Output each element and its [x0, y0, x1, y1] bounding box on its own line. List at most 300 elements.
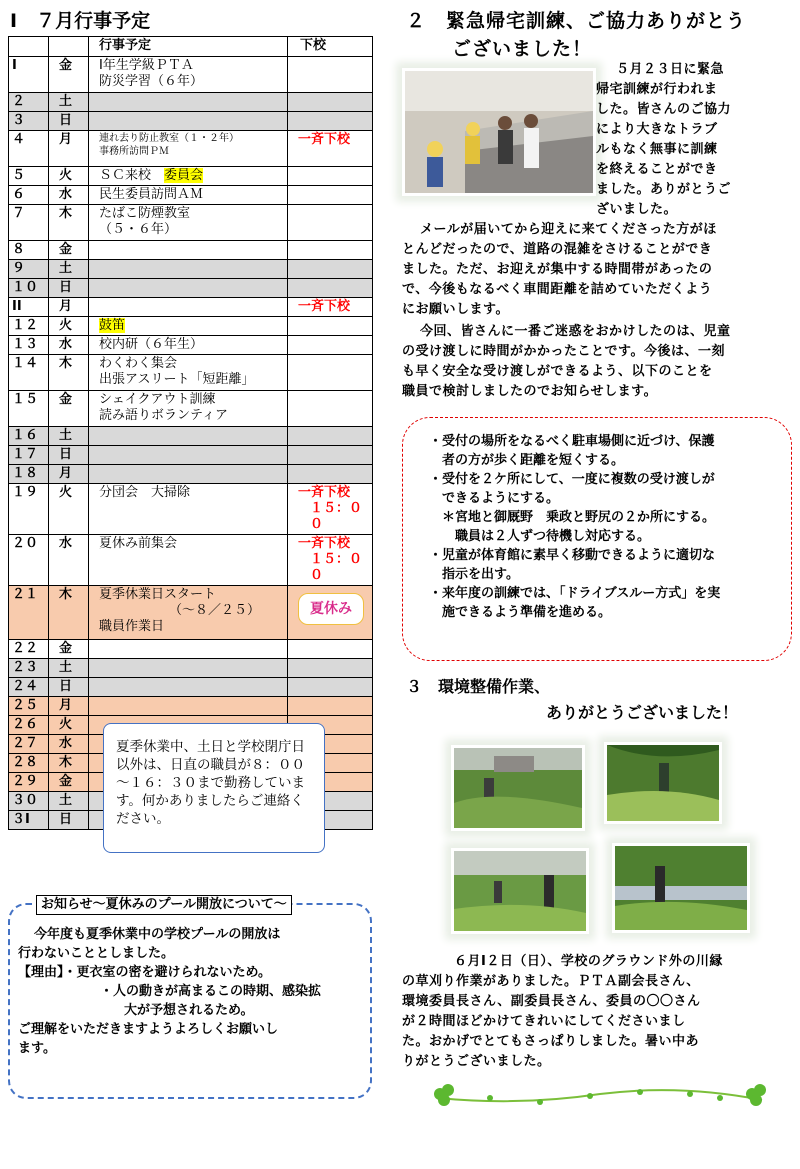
section1-title: Ⅰ ７月行事予定 [10, 10, 151, 32]
weekday: 金 [59, 641, 73, 656]
event-cell [89, 427, 288, 446]
weekday: 月 [59, 466, 73, 481]
day-cell [9, 678, 49, 697]
weekday-cell [49, 465, 89, 484]
day-cell [9, 186, 49, 205]
section3-title: ３ 環境整備作業、 [406, 677, 551, 696]
event-line [99, 356, 284, 372]
day-cell [9, 355, 49, 391]
weekday: 金 [59, 392, 73, 407]
dismissal-cell [288, 336, 373, 355]
schedule-row [9, 465, 373, 484]
day-cell [9, 131, 49, 167]
s3-line: りがとうございました。 [402, 1054, 551, 1069]
schedule-row [9, 659, 373, 678]
highlighted-event: 鼓笛 [99, 318, 126, 333]
p2-line: の受け渡しに時間がかかったことです。今後は、一刻 [402, 344, 725, 359]
dismissal-cell [288, 205, 373, 241]
schedule-row [9, 317, 373, 336]
weekday-cell [49, 112, 89, 131]
dismissal-cell [288, 317, 373, 336]
event-line [99, 318, 284, 334]
day-number: ２８ [12, 755, 39, 770]
event-cell [89, 535, 288, 586]
weekday: 日 [59, 113, 73, 128]
day-number: ２９ [12, 774, 39, 789]
day-cell [9, 640, 49, 659]
weekday-cell [49, 298, 89, 317]
day-cell [9, 57, 49, 93]
pool-line: 今年度も夏季休業中の学校プールの開放は [34, 927, 281, 942]
day-number: １３ [12, 337, 39, 352]
day-number: ２０ [12, 536, 39, 551]
pool-notice-box [8, 897, 372, 1099]
day-cell [9, 792, 49, 811]
weekday: 月 [59, 132, 73, 147]
schedule-row [9, 355, 373, 391]
day-cell [9, 716, 49, 735]
schedule-row [9, 241, 373, 260]
grass-cutting-image [607, 745, 719, 821]
schedule-row [9, 427, 373, 446]
weekday: 木 [59, 356, 73, 371]
dismissal-note: 一斉下校 [298, 485, 351, 500]
dismissal-cell [288, 640, 373, 659]
weekday-cell [49, 535, 89, 586]
weekday-cell [49, 167, 89, 186]
event-line [99, 206, 284, 222]
day-cell [9, 735, 49, 754]
weekday: 金 [59, 242, 73, 257]
day-cell [9, 659, 49, 678]
weekday: 火 [59, 168, 73, 183]
event-cell [89, 57, 288, 93]
grass-cutting-photo-1 [451, 745, 585, 831]
dismissal-cell [288, 465, 373, 484]
grass-cutting-photo-2 [604, 742, 722, 824]
day-number: ２ [12, 94, 26, 109]
measure-line: できるようにする。 [429, 491, 560, 506]
dismissal-time: １５：００ [310, 501, 363, 532]
day-cell [9, 391, 49, 427]
event-text: 連れ去り防止教室（１・２年） [99, 133, 239, 144]
day-cell [9, 317, 49, 336]
weekday: 土 [59, 261, 73, 276]
weekday-cell [49, 716, 89, 735]
event-text: Ⅰ年生学級ＰＴＡ [99, 58, 194, 73]
dismissal-cell [288, 279, 373, 298]
dismissal-cell [288, 678, 373, 697]
intro-line: した。皆さんのご協力 [596, 102, 732, 117]
measure-line: ・受付を２ケ所にして、一度に複数の受け渡しが [429, 472, 715, 487]
dismissal-cell [288, 427, 373, 446]
measure-line: ・来年度の訓練では、「ドライブスルー方式」を実 [429, 586, 721, 601]
day-number: １２ [12, 318, 39, 333]
day-number: １０ [12, 280, 39, 295]
section2-title-line2: ございました！ [452, 38, 593, 60]
weekday: 木 [59, 206, 73, 221]
weekday: 日 [59, 447, 73, 462]
day-number: ４ [12, 132, 26, 147]
weekday: 火 [59, 485, 73, 500]
weekday-cell [49, 355, 89, 391]
schedule-row [9, 167, 373, 186]
day-number: ２６ [12, 717, 39, 732]
dismissal-cell [288, 586, 373, 640]
event-text: 校内研（６年生） [99, 337, 204, 352]
dismissal-cell [288, 535, 373, 586]
weekday-cell [49, 131, 89, 167]
weekday: 土 [59, 793, 73, 808]
p1-line: メールが届いてから迎えに来てくださった方がほ [420, 222, 717, 237]
schedule-row [9, 336, 373, 355]
event-cell [89, 298, 288, 317]
summer-vacation-badge [298, 593, 364, 625]
event-line [99, 168, 284, 184]
staff-duty-callout [103, 723, 325, 853]
header-dismissal: 下校 [288, 37, 373, 57]
pool-line: ご理解をいただきますようよろしくお願いし [18, 1022, 279, 1037]
schedule-row [9, 484, 373, 535]
grass-cutting-image [454, 748, 582, 828]
dismissal-cell [288, 298, 373, 317]
dismissal-cell [288, 697, 373, 716]
day-cell [9, 336, 49, 355]
grass-cutting-image [454, 851, 586, 931]
weekday: 月 [59, 299, 73, 314]
event-text: 読み語りボランティア [99, 408, 228, 423]
weekday: 日 [59, 812, 73, 827]
event-cell [89, 465, 288, 484]
p2-line: 今回、皆さんに一番ご迷惑をおかけしたのは、児童 [420, 324, 731, 339]
event-cell [89, 355, 288, 391]
day-number: ２４ [12, 679, 39, 694]
event-line [99, 58, 284, 74]
pool-line: ・人の動きが高まるこの時期、感染拡 [100, 984, 322, 999]
measure-line: ・受付の場所をなるべく駐車場側に近づけ、保護 [429, 434, 715, 449]
event-line [99, 187, 284, 203]
event-text: 事務所訪問ＰＭ [99, 146, 169, 157]
schedule-row [9, 279, 373, 298]
day-number: １６ [12, 428, 39, 443]
section3-title-line2: ありがとうございました！ [546, 703, 739, 722]
day-cell [9, 754, 49, 773]
event-line [99, 536, 284, 552]
event-text: 職員作業日 [99, 619, 165, 634]
weekday: 火 [59, 717, 73, 732]
evacuation-drill-photo [402, 68, 596, 196]
day-cell [9, 773, 49, 792]
s3-line: が２時間ほどかけてきれいにしてくださいまし [402, 1014, 686, 1029]
weekday-cell [49, 735, 89, 754]
grass-cutting-photo-3 [451, 848, 589, 934]
event-text: シェイクアウト訓練 [99, 392, 216, 407]
schedule-row [9, 391, 373, 427]
dismissal-note: 一斉下校 [298, 299, 351, 314]
p1-line: にお願いします。 [402, 302, 509, 317]
weekday: 土 [59, 94, 73, 109]
weekday-cell [49, 260, 89, 279]
measure-line: 指示を出す。 [429, 567, 519, 582]
event-cell [89, 260, 288, 279]
schedule-row [9, 640, 373, 659]
event-cell [89, 336, 288, 355]
measure-line: 者の方が歩く距離を短くする。 [429, 453, 625, 468]
day-cell [9, 484, 49, 535]
day-number: ９ [12, 261, 26, 276]
weekday: 火 [59, 318, 73, 333]
s3-line: ６月Ⅰ２日（日）、学校のグラウンド外の川縁 [454, 954, 723, 969]
weekday: 水 [59, 187, 73, 202]
event-cell [89, 112, 288, 131]
badge-text: 夏休み [310, 601, 352, 617]
dismissal-cell [288, 391, 373, 427]
weekday-cell [49, 640, 89, 659]
day-cell [9, 93, 49, 112]
event-cell [89, 484, 288, 535]
schedule-row [9, 57, 373, 93]
day-number: １８ [12, 466, 39, 481]
day-number: ３０ [12, 793, 39, 808]
schedule-row [9, 186, 373, 205]
event-text: わくわく集会 [99, 356, 178, 371]
measure-line: ・児童が体育館に素早く移動できるように適切な [429, 548, 716, 563]
day-cell [9, 205, 49, 241]
dismissal-cell [288, 659, 373, 678]
event-text: 出張アスリート「短距離」 [99, 372, 255, 387]
section2-paragraph2 [402, 322, 798, 402]
schedule-row [9, 205, 373, 241]
event-text: ＳＣ来校 [99, 168, 165, 183]
event-line [99, 587, 284, 603]
day-cell [9, 241, 49, 260]
intro-line: ５月２３日に緊急 [616, 62, 725, 77]
weekday: 水 [59, 536, 73, 551]
day-cell [9, 279, 49, 298]
intro-line: ざいました。 [596, 202, 678, 217]
day-number: Ⅰ [12, 58, 17, 73]
weekday-cell [49, 427, 89, 446]
day-number: １７ [12, 447, 39, 462]
schedule-row [9, 260, 373, 279]
dismissal-cell [288, 93, 373, 112]
event-cell [89, 640, 288, 659]
weekday-cell [49, 586, 89, 640]
weekday-cell [49, 317, 89, 336]
dismissal-cell [288, 131, 373, 167]
event-cell [89, 279, 288, 298]
day-cell [9, 298, 49, 317]
day-cell [9, 811, 49, 830]
highlighted-event: 委員会 [164, 168, 204, 183]
event-text: たばこ防煙教室 [99, 206, 191, 221]
dismissal-cell [288, 112, 373, 131]
day-number: ２２ [12, 641, 39, 656]
july-schedule-table [8, 36, 373, 830]
weekday-cell [49, 659, 89, 678]
day-number: ２５ [12, 698, 39, 713]
event-line [99, 337, 284, 353]
day-number: ３Ⅰ [12, 812, 30, 827]
s3-line: の草刈り作業がありました。ＰＴＡ副会長さん、 [402, 974, 700, 989]
grass-cutting-photo-4 [612, 843, 750, 933]
day-cell [9, 465, 49, 484]
weekday: 土 [59, 660, 73, 675]
event-cell [89, 167, 288, 186]
intro-line: ました。ありがとうご [596, 182, 732, 197]
event-cell [89, 586, 288, 640]
event-line [99, 132, 284, 145]
dismissal-note: 一斉下校 [298, 536, 351, 551]
weekday: 木 [59, 587, 73, 602]
clover-border-decoration [430, 1076, 770, 1110]
weekday-cell [49, 57, 89, 93]
schedule-row [9, 678, 373, 697]
p1-line: とんどだったので、道路の混雑をさけることができ [402, 242, 713, 257]
p1-line: で、今後もなるべく車間距離を詰めていただくよう [402, 282, 713, 297]
weekday: 土 [59, 428, 73, 443]
s3-line: た。おかげでとてもさっぱりしました。暑い中あ [402, 1034, 700, 1049]
event-cell [89, 659, 288, 678]
event-line [99, 485, 284, 501]
day-number: １５ [12, 392, 39, 407]
p2-line: 職員で検討しましたのでお知らせします。 [402, 384, 658, 399]
day-cell [9, 586, 49, 640]
event-text: 分団会 大掃除 [99, 485, 191, 500]
day-cell [9, 112, 49, 131]
weekday-cell [49, 279, 89, 298]
event-cell [89, 678, 288, 697]
event-cell [89, 697, 288, 716]
event-cell [89, 241, 288, 260]
weekday-cell [49, 186, 89, 205]
intro-line: ルもなく無事に訓練 [596, 142, 718, 157]
weekday-cell [49, 446, 89, 465]
event-cell [89, 391, 288, 427]
day-number: ３ [12, 113, 26, 128]
weekday-cell [49, 205, 89, 241]
dismissal-cell [288, 186, 373, 205]
event-text: 夏季休業日スタート [99, 587, 217, 602]
improvement-measures-box [402, 417, 792, 661]
day-number: ２１ [12, 587, 39, 602]
weekday: 日 [59, 679, 73, 694]
dismissal-cell [288, 57, 373, 93]
p2-line: も早く安全な受け渡しができるよう、以下のことを [402, 364, 713, 379]
day-number: １９ [12, 485, 39, 500]
dismissal-time: １５：００ [310, 552, 363, 583]
event-text: 民生委員訪問ＡＭ [99, 187, 204, 202]
weekday-cell [49, 792, 89, 811]
day-cell [9, 446, 49, 465]
pool-notice-title: お知らせ～夏休みのプール開放について～ [36, 895, 292, 915]
day-number: ２３ [12, 660, 39, 675]
pool-line: 【理由】・更衣室の密を避けられないため。 [18, 965, 271, 980]
day-number: ２７ [12, 736, 39, 751]
day-cell [9, 260, 49, 279]
event-cell [89, 131, 288, 167]
s3-line: 環境委員長さん、副委員長さん、委員の〇〇さん [402, 994, 701, 1009]
weekday: 金 [59, 58, 73, 73]
schedule-row [9, 535, 373, 586]
dismissal-cell [288, 484, 373, 535]
event-text: （５・６年） [99, 222, 178, 237]
day-number: １４ [12, 356, 39, 371]
dismissal-cell [288, 167, 373, 186]
dismissal-cell [288, 446, 373, 465]
section3-paragraph [402, 952, 798, 1072]
schedule-row [9, 112, 373, 131]
dismissal-cell [288, 241, 373, 260]
day-number: ５ [12, 168, 26, 183]
weekday: 水 [59, 736, 73, 751]
section2-intro [596, 60, 796, 220]
schedule-row [9, 697, 373, 716]
measure-line: 職員は２人ずつ待機し対応する。 [429, 529, 651, 544]
weekday-cell [49, 391, 89, 427]
weekday: 水 [59, 337, 73, 352]
event-cell [89, 317, 288, 336]
event-text: （～８／２５） [169, 603, 261, 618]
event-text: 夏休み前集会 [99, 536, 178, 551]
day-cell [9, 427, 49, 446]
weekday: 木 [59, 755, 73, 770]
intro-line: 帰宅訓練が行われま [596, 82, 718, 97]
dismissal-cell [288, 260, 373, 279]
day-number: ⅠⅠ [12, 299, 22, 314]
pool-line: 大が予想されるため。 [124, 1003, 254, 1018]
pool-line: 行わないこととしました。 [18, 946, 175, 961]
day-number: ８ [12, 242, 26, 257]
weekday-cell [49, 93, 89, 112]
evacuation-drill-image [405, 71, 593, 193]
intro-line: を終えることができ [596, 162, 718, 177]
event-cell [89, 205, 288, 241]
pool-line: ます。 [18, 1041, 56, 1056]
dismissal-note: 一斉下校 [298, 132, 351, 147]
event-cell [89, 446, 288, 465]
schedule-row [9, 298, 373, 317]
schedule-row [9, 446, 373, 465]
weekday-cell [49, 773, 89, 792]
weekday: 日 [59, 280, 73, 295]
weekday-cell [49, 697, 89, 716]
weekday-cell [49, 484, 89, 535]
event-cell [89, 93, 288, 112]
measure-line: 施できるよう準備を進める。 [429, 605, 612, 620]
weekday: 月 [59, 698, 73, 713]
event-line [99, 392, 284, 408]
section2-paragraph1 [402, 220, 798, 320]
weekday-cell [49, 678, 89, 697]
intro-line: により大きなトラブ [596, 122, 718, 137]
dismissal-cell [288, 355, 373, 391]
callout-text: 夏季休業中、土日と学校閉庁日以外は、日直の職員が８：００～１６：３０まで勤務しています。何かありましたらご連絡ください。 [116, 739, 305, 827]
weekday-cell [49, 811, 89, 830]
day-cell [9, 167, 49, 186]
weekday-cell [49, 336, 89, 355]
grass-cutting-image [615, 846, 747, 930]
weekday: 金 [59, 774, 73, 789]
day-cell [9, 697, 49, 716]
weekday-cell [49, 241, 89, 260]
schedule-row [9, 93, 373, 112]
schedule-row [9, 131, 373, 167]
event-text: 防災学習（６年） [99, 74, 204, 89]
day-number: ６ [12, 187, 26, 202]
section2-title: ２ 緊急帰宅訓練、ご協力ありがとう [406, 10, 747, 32]
day-number: ７ [12, 206, 26, 221]
